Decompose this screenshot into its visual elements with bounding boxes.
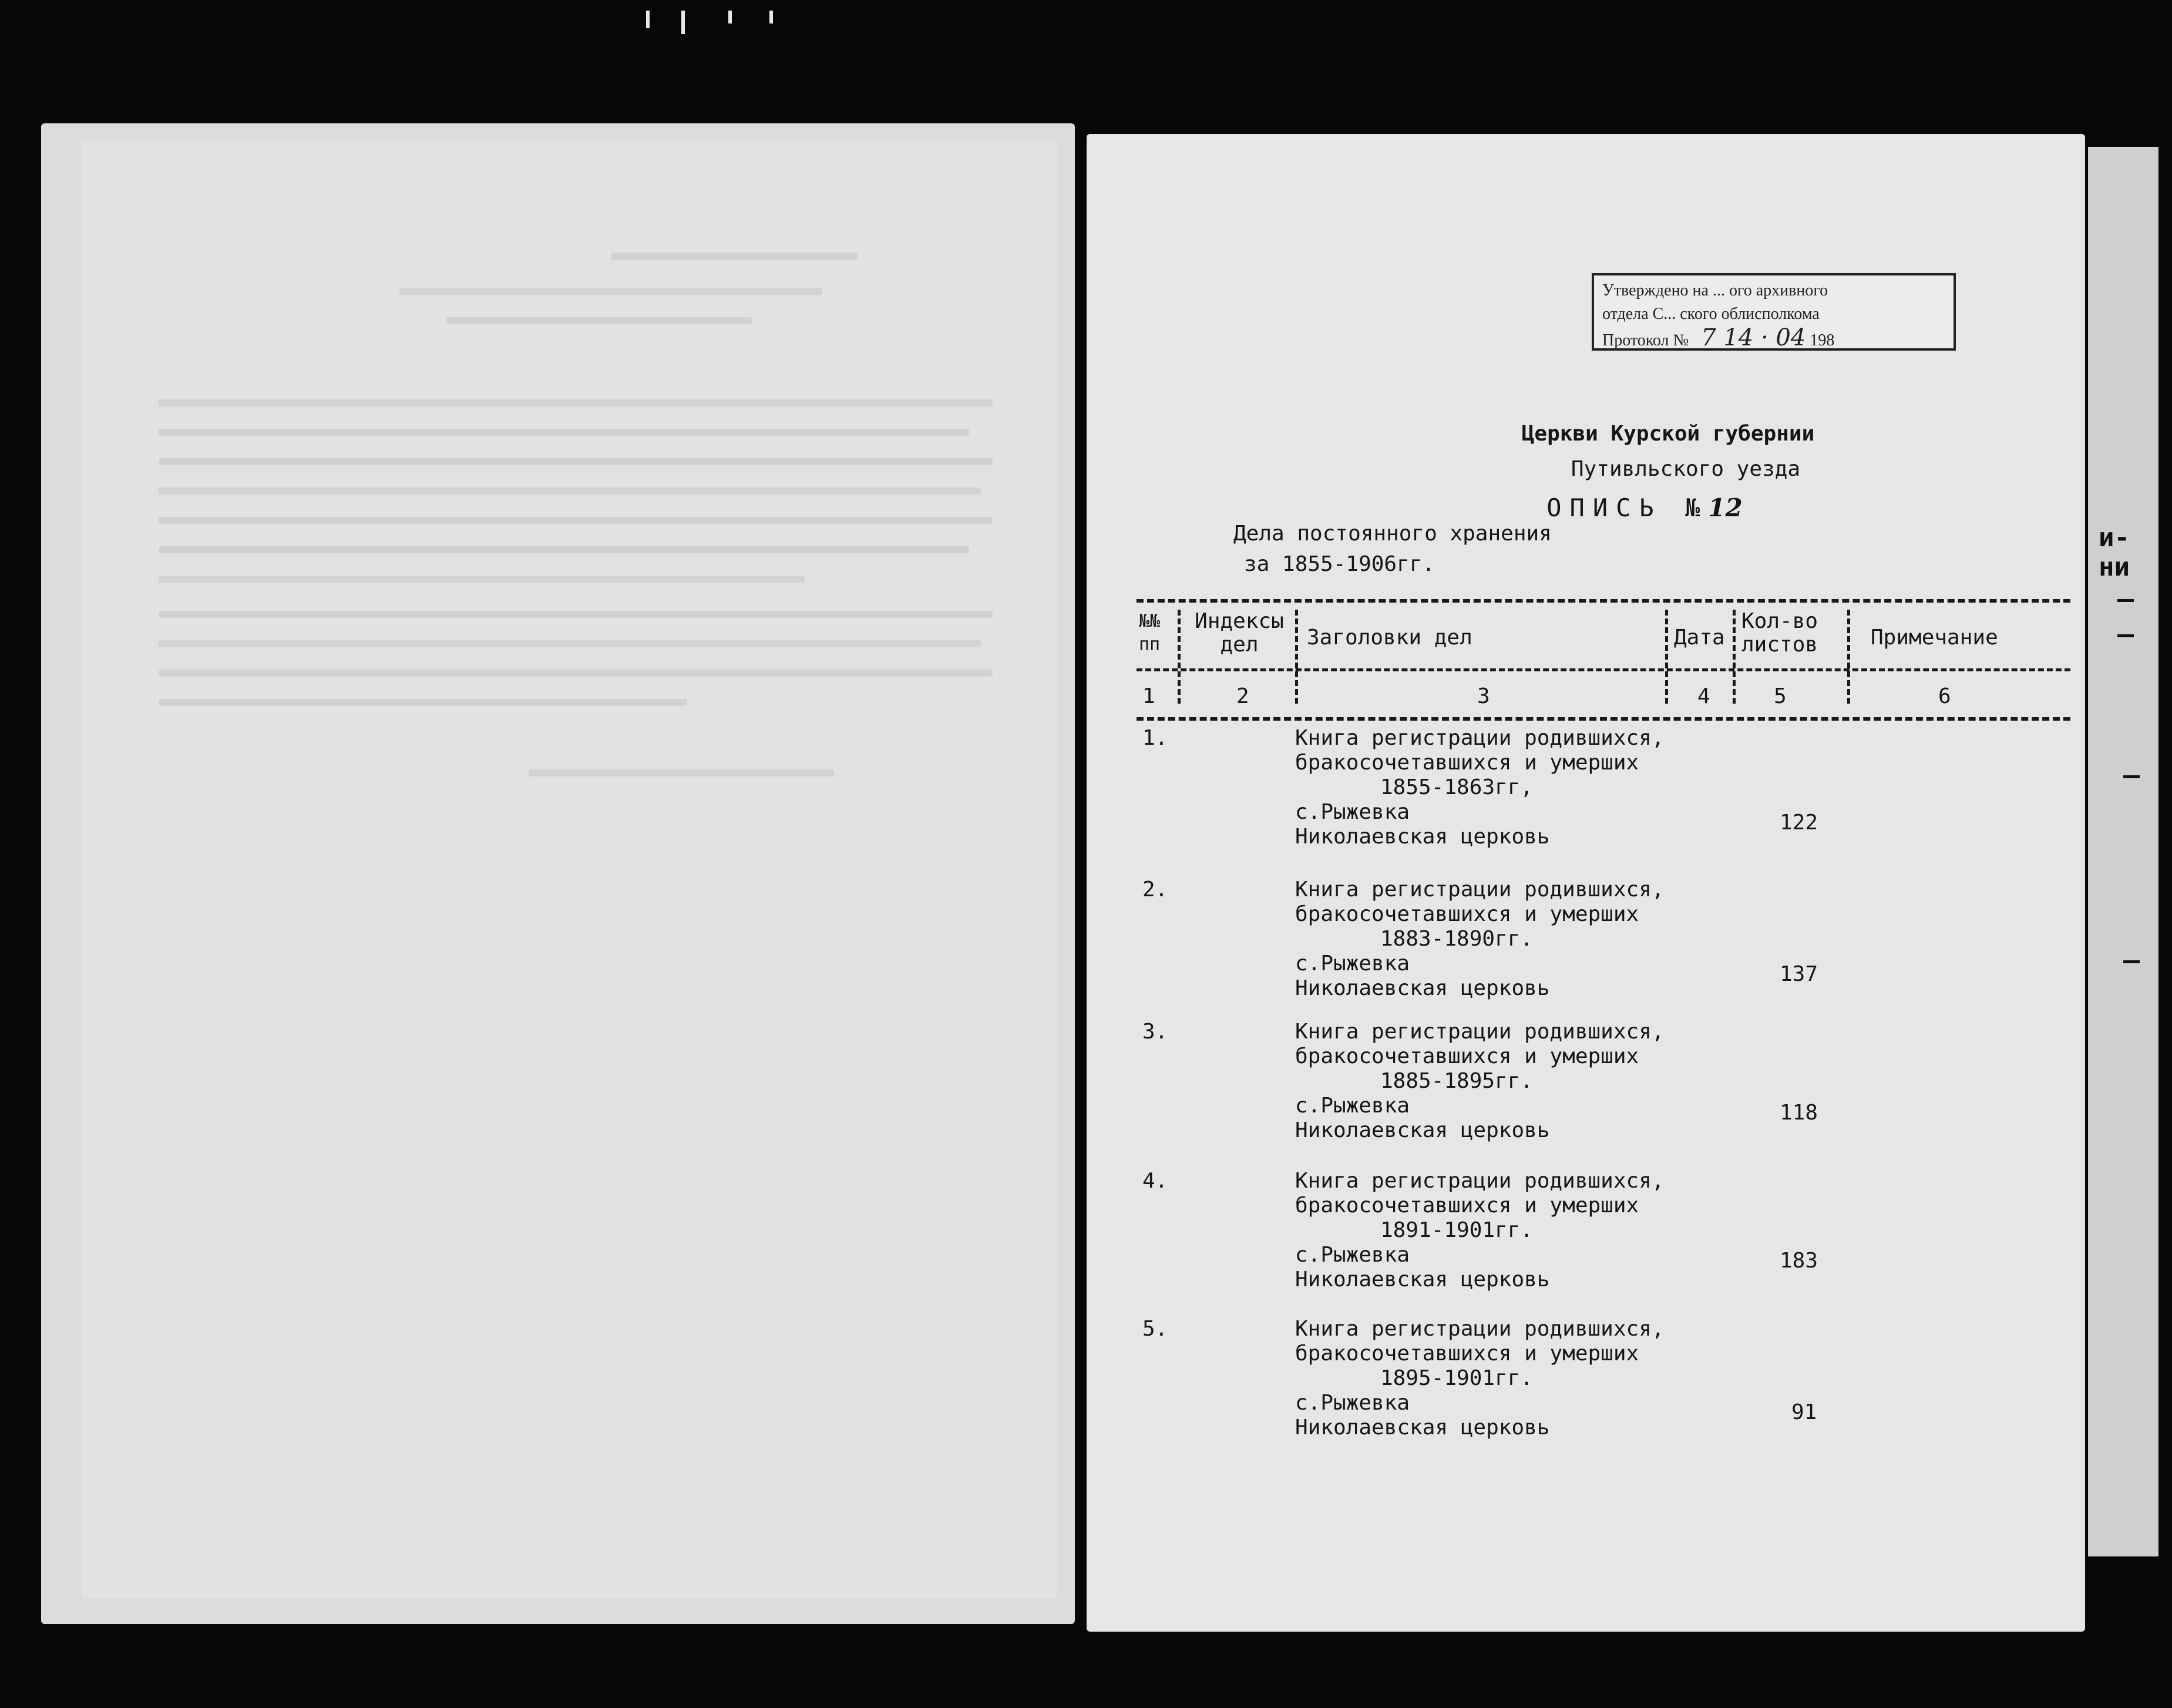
header-sheets: Кол-во листов — [1741, 609, 1818, 657]
row-title: Книга регистрации родившихся, бракосочетавшихся и умерших 1885-1895гг. с.Рыжевка Николаевская церковь — [1295, 1020, 1665, 1142]
left-page-faded-text — [82, 141, 1057, 1598]
stamp-protocol: Протокол № 7 14 · 04 198 — [1602, 324, 1835, 351]
stamp-line: Утверждено на ... ого архивного — [1602, 281, 1828, 300]
left-page — [41, 123, 1075, 1624]
row-sheets: 118 — [1780, 1101, 1818, 1125]
row-title: Книга регистрации родившихся, бракосочетавшихся и умерших 1855-1863гг, с.Рыжевка Николаевская церковь — [1295, 726, 1665, 849]
district-title: Путивльского уезда — [1571, 457, 1801, 481]
scan-top-marks — [634, 11, 811, 46]
col-number: 1 — [1142, 684, 1155, 708]
stamp-protocol-value: 7 14 · 04 — [1701, 324, 1806, 351]
row-number: 4. — [1142, 1169, 1168, 1193]
inventory-period: за 1855-1906гг. — [1244, 552, 1435, 576]
row-number: 2. — [1142, 877, 1168, 902]
inventory-heading: ОПИСЬ №12 — [1546, 493, 1743, 522]
edge-fragment: ни — [2099, 552, 2130, 582]
col-number: 2 — [1236, 684, 1249, 708]
row-sheets: 122 — [1780, 811, 1818, 835]
approval-stamp — [1592, 273, 1956, 351]
col-number: 5 — [1774, 684, 1787, 708]
row-title: Книга регистрации родившихся, бракосочетавшихся и умерших 1883-1890гг. с.Рыжевка Николаевская церковь — [1295, 877, 1665, 1000]
row-title: Книга регистрации родившихся, бракосочетавшихся и умерших 1895-1901гг. с.Рыжевка Николаевская церковь — [1295, 1317, 1665, 1440]
header-num: №№ пп — [1139, 611, 1161, 655]
edge-fragment: и- — [2099, 523, 2130, 553]
row-number: 1. — [1142, 726, 1168, 750]
table-header — [1137, 599, 2070, 721]
adjacent-page-edge — [2088, 147, 2158, 1556]
col-number: 6 — [1938, 684, 1951, 708]
organization-title: Церкви Курской губернии — [1521, 422, 1815, 446]
col-number: 3 — [1477, 684, 1490, 708]
row-sheets: 91 — [1791, 1400, 1817, 1424]
inventory-number: 12 — [1708, 493, 1743, 522]
inventory-subtitle: Дела постоянного хранения — [1233, 522, 1552, 546]
row-sheets: 137 — [1780, 962, 1818, 986]
row-title: Книга регистрации родившихся, бракосочетавшихся и умерших 1891-1901гг. с.Рыжевка Николаевская церковь — [1295, 1169, 1665, 1292]
header-note: Примечание — [1871, 626, 1998, 650]
col-number: 4 — [1697, 684, 1710, 708]
row-sheets: 183 — [1780, 1249, 1818, 1273]
header-date: Дата — [1674, 626, 1725, 650]
stamp-line: отдела С... ского облисполкома — [1602, 305, 1820, 323]
header-index: Индексы дел — [1195, 609, 1284, 657]
row-number: 5. — [1142, 1317, 1168, 1341]
row-number: 3. — [1142, 1020, 1168, 1044]
header-title: Заголовки дел — [1307, 626, 1472, 650]
